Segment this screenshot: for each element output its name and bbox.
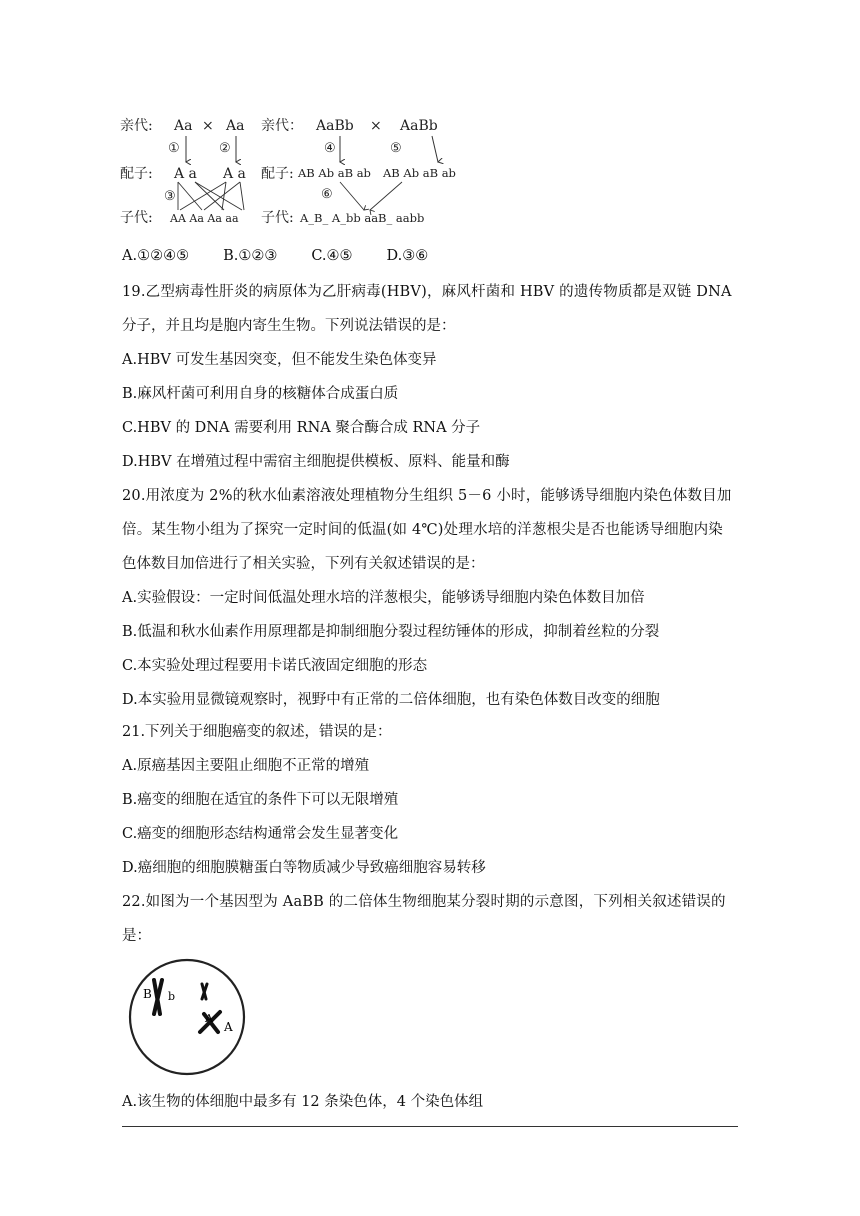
left-gametes-2: A a <box>223 166 246 182</box>
q21-option-a: A.原癌基因主要阻止细胞不正常的增殖 <box>122 758 370 774</box>
cross-sign-right: × <box>370 118 382 134</box>
gamete-label-left: 配子: <box>120 166 153 182</box>
offspring-label-left: 子代: <box>120 210 153 226</box>
left-offspring: AA Aa Aa aa <box>170 212 239 225</box>
q20-stem-line2: 倍。某生物小组为了探究一定时间的低温(如 4℃)处理水培的洋葱根尖是否也能诱导细胞内染 <box>122 522 723 538</box>
q21-stem: 21.下列关于细胞癌变的叙述，错误的是： <box>122 724 392 740</box>
q20-option-c: C.本实验处理过程要用卡诺氏液固定细胞的形态 <box>122 658 428 674</box>
step-3-label: ③ <box>164 189 176 204</box>
q18-option-b: B.①②③ <box>223 248 278 264</box>
parent-label-right: 亲代： <box>261 118 303 134</box>
page-divider <box>122 1126 738 1127</box>
q21-option-c: C.癌变的细胞形态结构通常会发生显著变化 <box>122 826 399 842</box>
q19-stem-line1: 19.乙型病毒性肝炎的病原体为乙肝病毒(HBV)，麻风杆菌和 HBV 的遗传物质都是双链 DNA <box>122 284 732 300</box>
left-gametes-1: A a <box>174 166 197 182</box>
q18-option-c: C.④⑤ <box>311 248 353 264</box>
left-parent-1: Aa <box>174 118 193 134</box>
cross-sign-left: × <box>202 118 214 134</box>
q20-option-d: D.本实验用显微镜观察时，视野中有正常的二倍体细胞，也有染色体数目改变的细胞 <box>122 692 660 708</box>
q22-stem-line1: 22.如图为一个基因型为 AaBB 的二倍体生物细胞某分裂时期的示意图，下列相关叙述错误的 <box>122 894 726 910</box>
gene-label-b-upper: B <box>143 987 152 1001</box>
step-5-label: ⑤ <box>390 141 402 156</box>
parent-label-left: 亲代: <box>120 118 153 134</box>
q19-stem-line2: 分子，并且均是胞内寄生生物。下列说法错误的是： <box>122 318 456 334</box>
q19-option-a: A.HBV 可发生基因突变，但不能发生染色体变异 <box>122 352 437 368</box>
q18-option-d: D.③⑥ <box>386 248 429 264</box>
q20-stem-line1: 20.用浓度为 2%的秋水仙素溶液处理植物分生组织 5－6 小时，能够诱导细胞内染色体数目加 <box>122 488 732 504</box>
step-2-label: ② <box>219 141 231 156</box>
q22-option-a: A.该生物的体细胞中最多有 12 条染色体，4 个染色体组 <box>122 1094 484 1110</box>
gamete-label-right: 配子: <box>261 166 294 182</box>
step-4-label: ④ <box>324 141 336 156</box>
right-gametes-1: AB Ab aB ab <box>298 166 371 180</box>
step-6-label: ⑥ <box>321 187 333 202</box>
q21-option-b: B.癌变的细胞在适宜的条件下可以无限增殖 <box>122 792 399 808</box>
gene-label-a-upper: A <box>205 1012 213 1025</box>
q22-stem-line2: 是： <box>122 928 151 944</box>
right-parent-1: AaBb <box>316 118 354 134</box>
right-parent-2: AaBb <box>400 118 438 134</box>
gene-label-a-lower: A <box>224 1020 233 1034</box>
q19-option-c: C.HBV 的 DNA 需要利用 RNA 聚合酶合成 RNA 分子 <box>122 420 481 436</box>
gene-label-b-lower: b <box>168 990 176 1003</box>
q20-option-b: B.低温和秋水仙素作用原理都是抑制细胞分裂过程纺锤体的形成，抑制着丝粒的分裂 <box>122 624 660 640</box>
cell-division-figure <box>120 958 255 1076</box>
offspring-label-right: 子代: <box>261 210 294 226</box>
genetic-cross-diagram <box>118 112 463 230</box>
q20-option-a: A.实验假设：一定时间低温处理水培的洋葱根尖，能够诱导细胞内染色体数目加倍 <box>122 590 645 606</box>
q18-options <box>122 246 428 266</box>
q18-option-a: A.①②④⑤ <box>122 248 190 264</box>
q21-option-d: D.癌细胞的细胞膜糖蛋白等物质减少导致癌细胞容易转移 <box>122 860 486 876</box>
step-1-label: ① <box>168 141 180 156</box>
q19-option-b: B.麻风杆菌可利用自身的核糖体合成蛋白质 <box>122 386 399 402</box>
q19-option-d: D.HBV 在增殖过程中需宿主细胞提供模板、原料、能量和酶 <box>122 454 510 470</box>
q20-stem-line3: 色体数目加倍进行了相关实验，下列有关叙述错误的是： <box>122 556 485 572</box>
right-gametes-2: AB Ab aB ab <box>383 166 456 180</box>
right-offspring: A_B_ A_bb aaB_ aabb <box>300 211 425 225</box>
left-parent-2: Aa <box>226 118 245 134</box>
